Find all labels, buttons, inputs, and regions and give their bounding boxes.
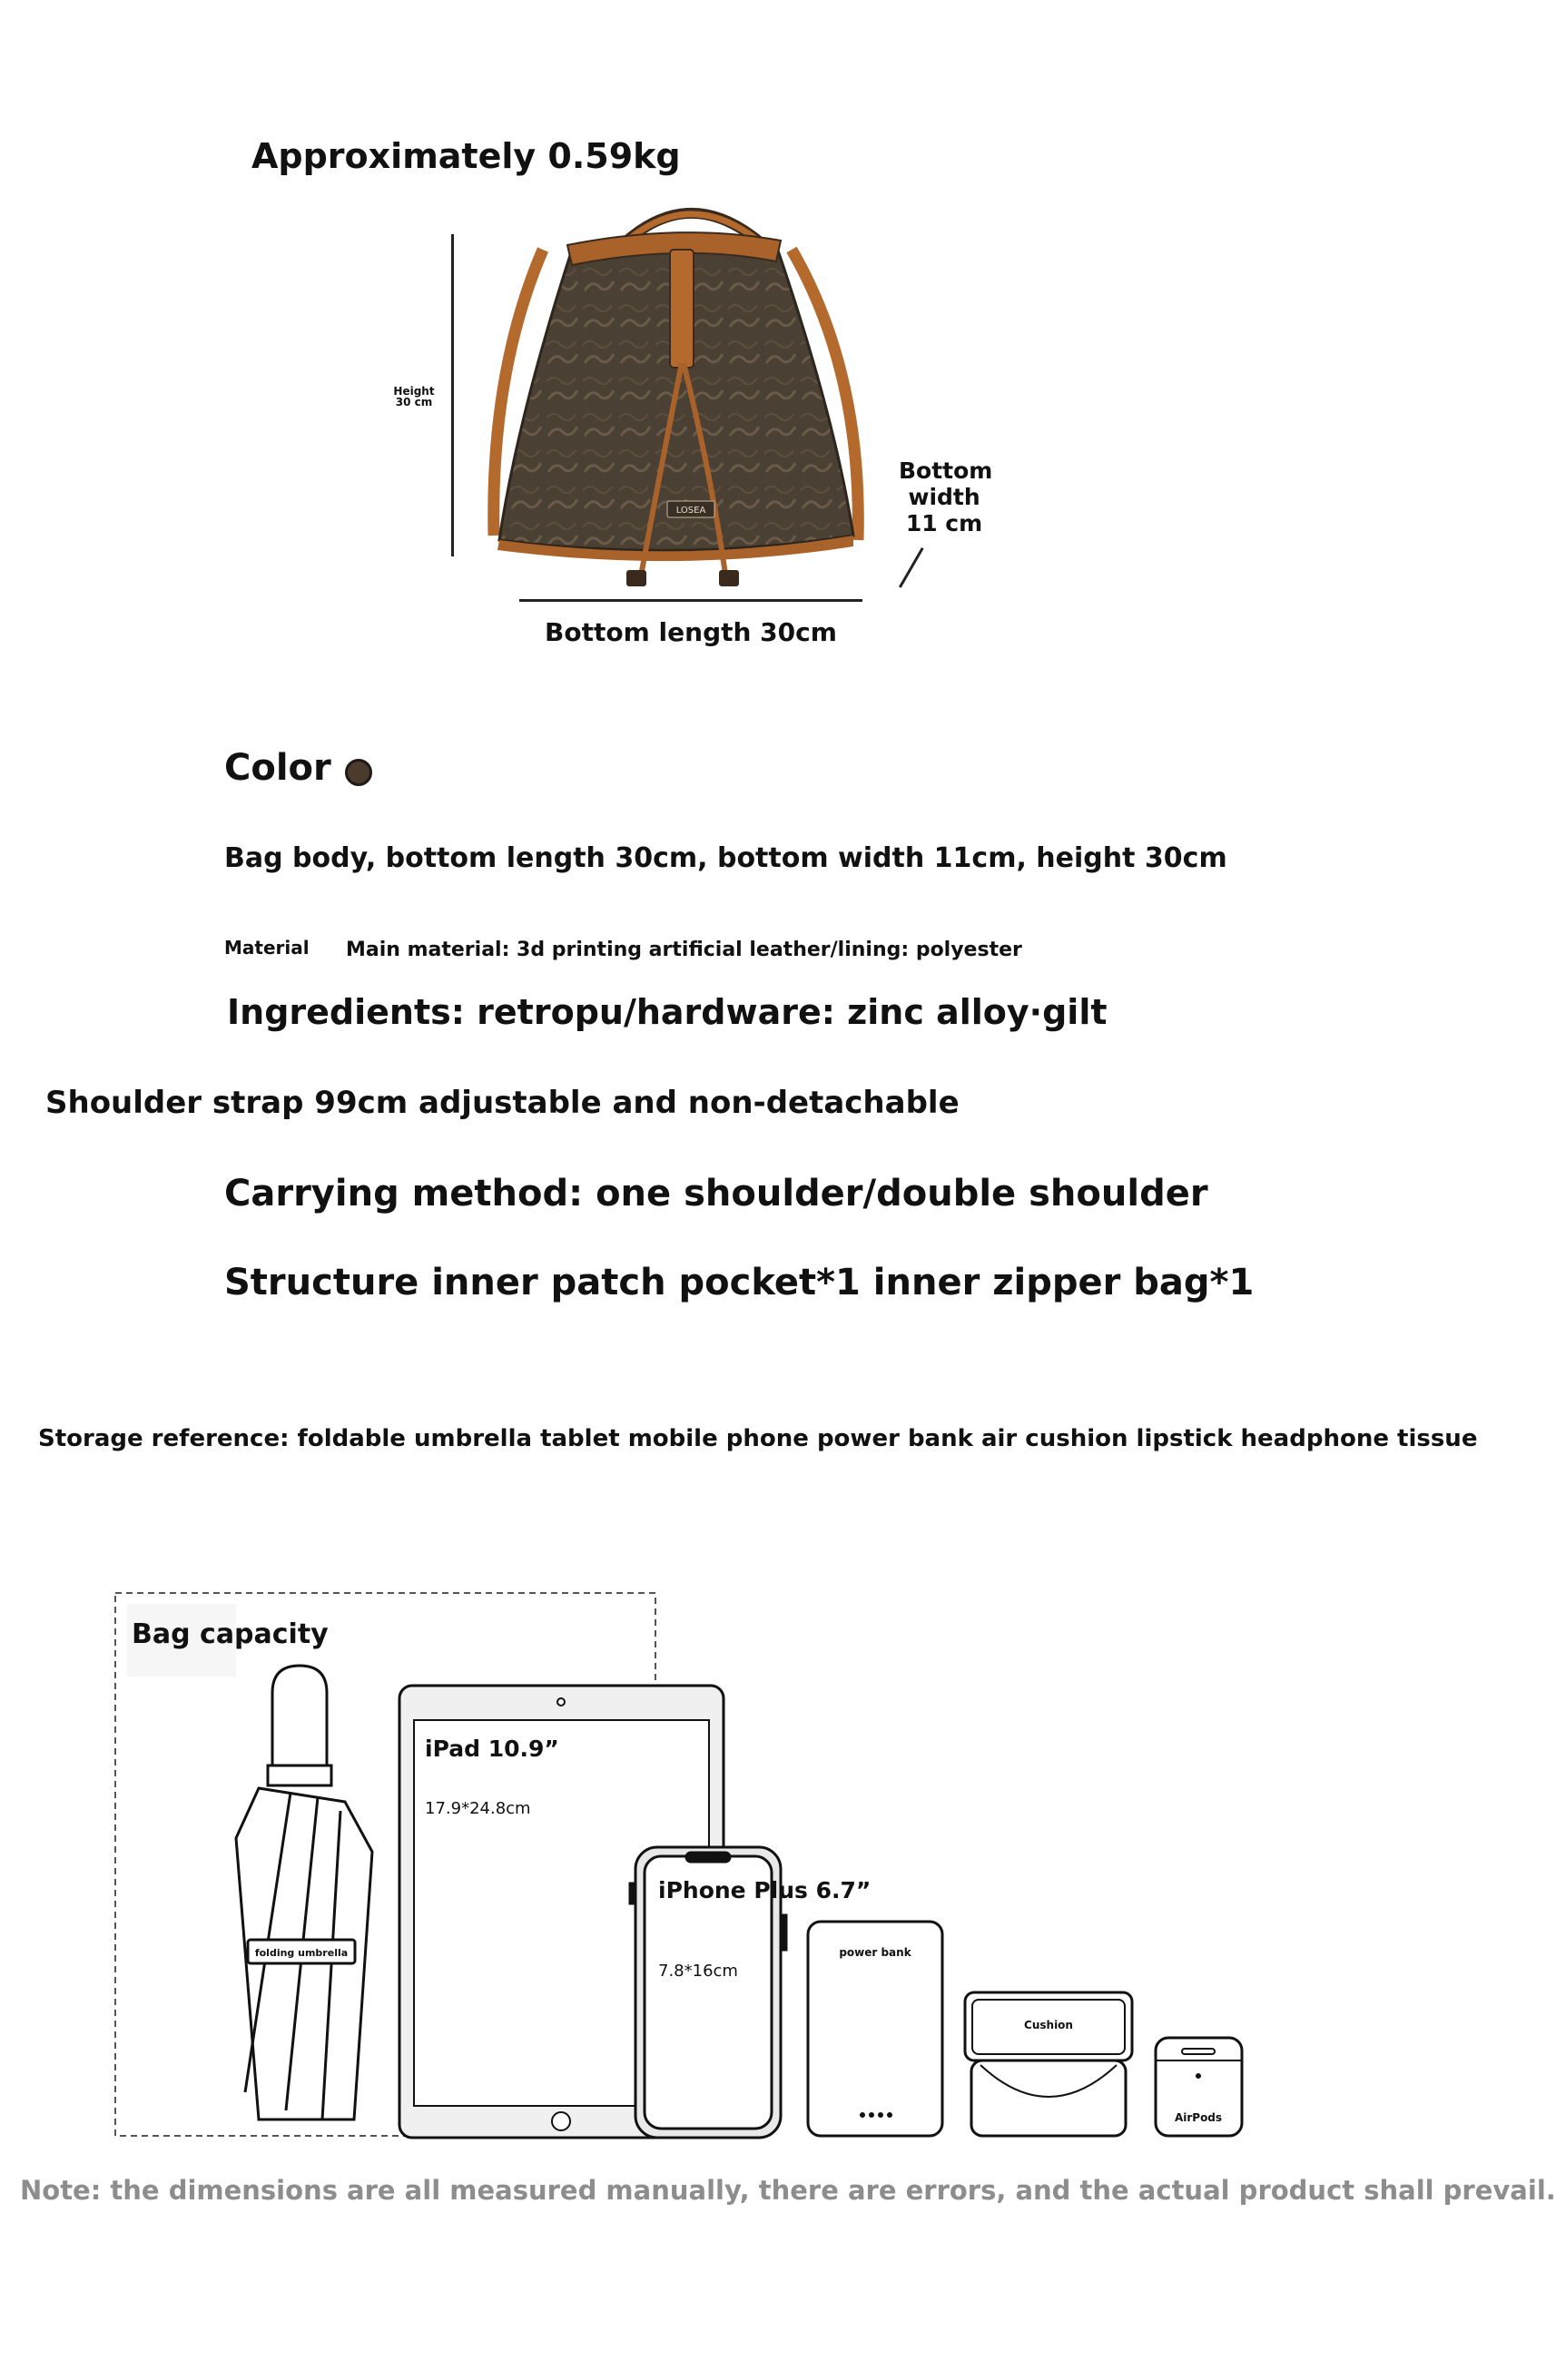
umbrella-label: folding umbrella xyxy=(254,1947,349,1959)
ipad-name: iPad 10.9” xyxy=(425,1736,559,1762)
height-label: Height 30 cm xyxy=(393,385,435,408)
structure-line: Structure inner patch pocket*1 inner zipper bag*1 xyxy=(224,1262,1255,1303)
ipad-size: 17.9*24.8cm xyxy=(425,1799,531,1818)
power-bank-label: power bank xyxy=(839,1946,911,1959)
material-value: Main material: 3d printing artificial leather/lining: polyester xyxy=(346,939,1022,961)
capacity-label: Bag capacity xyxy=(132,1618,329,1650)
carrying-line: Carrying method: one shoulder/double shoulder xyxy=(224,1173,1208,1215)
cushion-label: Cushion xyxy=(1024,2019,1073,2031)
disclaimer-note: Note: the dimensions are all measured manually, there are errors, and the actual product shall prevail. xyxy=(20,2175,1556,2206)
size-line: Bag body, bottom length 30cm, bottom width 11cm, height 30cm xyxy=(224,842,1227,874)
brand-tag: LOSEA xyxy=(675,506,706,516)
ingredients-line: Ingredients: retropu/hardware: zinc alloy·gilt xyxy=(227,992,1108,1032)
bottom-width-label: Bottom width 11 cm xyxy=(899,457,993,536)
color-swatch[interactable] xyxy=(345,759,372,786)
iphone-size: 7.8*16cm xyxy=(658,1962,738,1981)
bottom-width-line xyxy=(899,547,924,588)
storage-line: Storage reference: foldable umbrella tablet mobile phone power bank air cushion lipstick headphone tissue xyxy=(38,1425,1478,1452)
airpods-label: AirPods xyxy=(1174,2111,1223,2124)
weight-label: Approximately 0.59kg xyxy=(251,136,681,176)
height-line xyxy=(451,234,454,556)
iphone-name: iPhone Plus 6.7” xyxy=(658,1877,872,1903)
umbrella-icon xyxy=(236,1666,372,2119)
bottom-length-label: Bottom length 30cm xyxy=(545,617,837,647)
material-label: Material xyxy=(224,937,310,959)
cushion-icon xyxy=(965,1992,1132,2136)
bag-photo xyxy=(472,191,899,599)
color-heading: Color xyxy=(224,747,331,789)
strap-line: Shoulder strap 99cm adjustable and non-detachable xyxy=(45,1085,960,1121)
bottom-length-line xyxy=(519,599,862,602)
capacity-diagram xyxy=(109,1584,1253,2147)
